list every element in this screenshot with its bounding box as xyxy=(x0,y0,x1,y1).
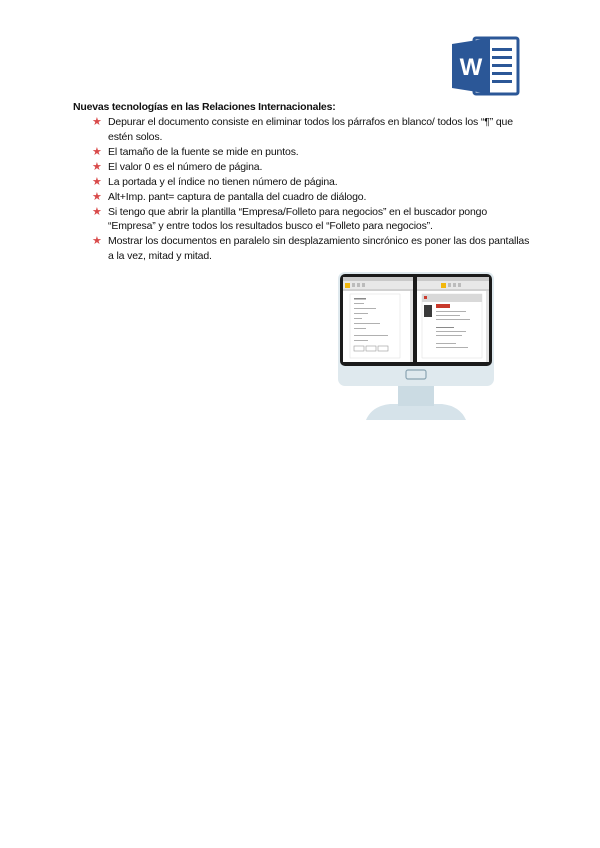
word-logo-letter: W xyxy=(459,54,483,81)
list-item-text: Mostrar los documentos en paralelo sin desplazamiento sincrónico es poner las dos pantallas a la vez, mitad y mitad. xyxy=(108,235,530,262)
star-icon: ★ xyxy=(92,204,102,218)
left-document-window xyxy=(343,277,413,362)
list-item-text: Depurar el documento consiste en eliminar todos los párrafos en blanco/ todos los “¶” que estén solos. xyxy=(108,116,513,143)
document-heading: Nuevas tecnologías en las Relaciones Internacionales: xyxy=(73,101,336,113)
star-icon: ★ xyxy=(92,174,102,188)
list-item xyxy=(92,145,533,160)
monitor-base xyxy=(366,404,466,420)
list-item xyxy=(92,190,533,205)
list-item-text: El tamaño de la fuente se mide en puntos. xyxy=(108,145,299,158)
star-icon: ★ xyxy=(92,115,102,128)
star-icon: ★ xyxy=(92,159,102,173)
document-body xyxy=(73,101,533,264)
star-icon: ★ xyxy=(92,144,102,158)
star-icon: ★ xyxy=(92,189,102,203)
list-item-text: La portada y el índice no tienen número de página. xyxy=(108,175,338,188)
word-logo-icon xyxy=(448,34,520,98)
list-item-text: El valor 0 es el número de página. xyxy=(108,160,263,173)
right-document-window xyxy=(417,277,489,362)
list-item xyxy=(92,160,533,175)
star-icon: ★ xyxy=(92,234,102,247)
list-item-text: Si tengo que abrir la plantilla “Empresa/Folleto para negocios” en el buscador pongo “Empresa” y entre todos los resultados busco el “Folleto para negocios”. xyxy=(108,205,488,232)
monitor-neck xyxy=(398,384,434,406)
list-item xyxy=(92,234,533,263)
computer-monitor-icon xyxy=(338,272,494,420)
list-item-text: Alt+Imp. pant= captura de pantalla del cuadro de diálogo. xyxy=(108,190,367,203)
list-item xyxy=(92,175,533,190)
list-item xyxy=(92,115,533,144)
list-item xyxy=(92,205,533,234)
notes-list xyxy=(73,115,533,263)
